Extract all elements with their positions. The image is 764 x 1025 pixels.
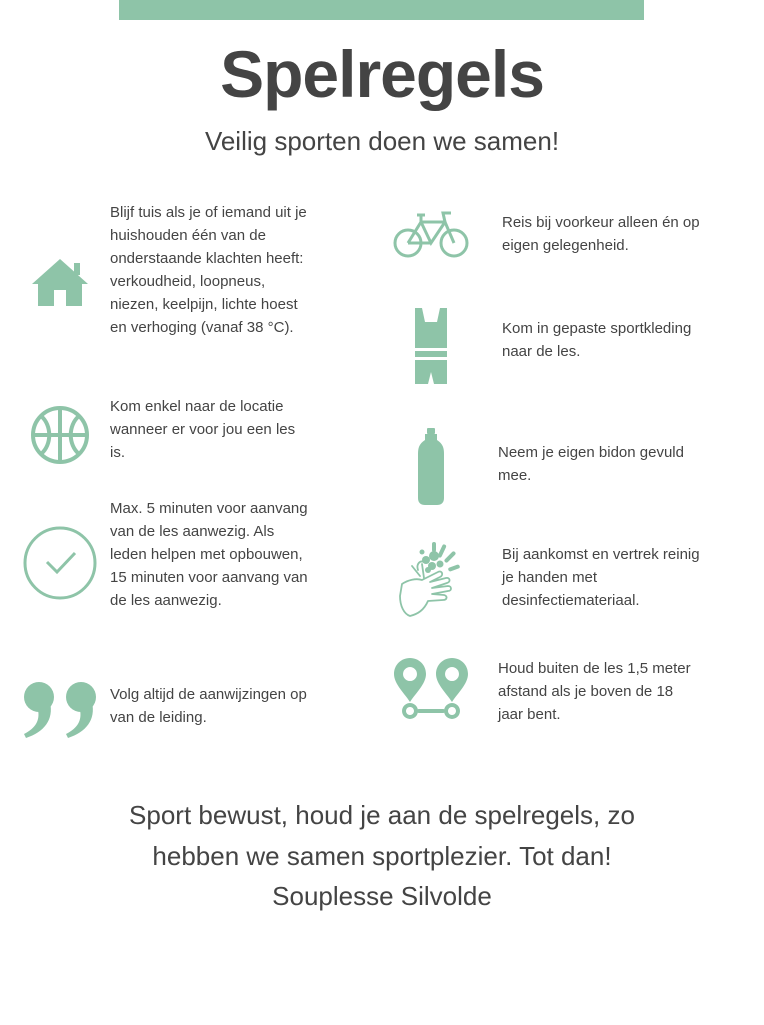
page-subtitle: Veilig sporten doen we samen! [204, 126, 560, 156]
clock-check-icon [22, 525, 98, 601]
sportswear-icon [413, 308, 449, 386]
water-bottle-icon [417, 428, 445, 506]
hand-washing-icon [398, 540, 464, 620]
basketball-icon [30, 405, 90, 465]
quote-icon [22, 680, 100, 740]
rule-sportswear: Kom in gepaste sportkleding naar de les. [502, 320, 692, 360]
rule-own-bottle: Neem je eigen bidon gevuld mee. [498, 444, 684, 484]
rule-arrival-time: Max. 5 minuten voor aanvang van de les aanwezig. Als leden helpen met opbouwen, 15 minuten voor aanvang van de les aanwezig. [110, 500, 308, 609]
rule-only-when-lesson: Kom enkel naar de locatie wanneer er voor jou een les is. [110, 398, 296, 461]
rule-clean-hands: Bij aankomst en vertrek reinig je handen met desinfectiemateriaal. [502, 546, 700, 609]
page-title: Spelregels [220, 37, 544, 111]
bicycle-icon [393, 210, 469, 260]
rule-stay-home: Blijf tuis als je of iemand uit je huishouden één van de onderstaande klachten heeft: verkoudheid, loopneus, niezen, keelpijn, lichte hoest en verhoging (vanaf 38 °C). [110, 204, 307, 336]
footer-line-2: hebben we samen sportplezier. Tot dan! [152, 840, 612, 871]
house-icon [30, 257, 90, 307]
rule-keep-distance: Houd buiten de les 1,5 meter afstand als je boven de 18 jaar bent. [498, 660, 691, 723]
rule-follow-instructions: Volg altijd de aanwijzingen op van de leiding. [110, 686, 307, 726]
footer-line-1: Sport bewust, houd je aan de spelregels, zo [129, 800, 635, 830]
distance-pins-icon [393, 658, 471, 722]
footer-message [0, 795, 764, 917]
top-accent-bar [119, 0, 644, 20]
rule-travel-alone: Reis bij voorkeur alleen én op eigen gelegenheid. [502, 214, 700, 254]
footer-signature: Souplesse Silvolde [272, 881, 492, 911]
